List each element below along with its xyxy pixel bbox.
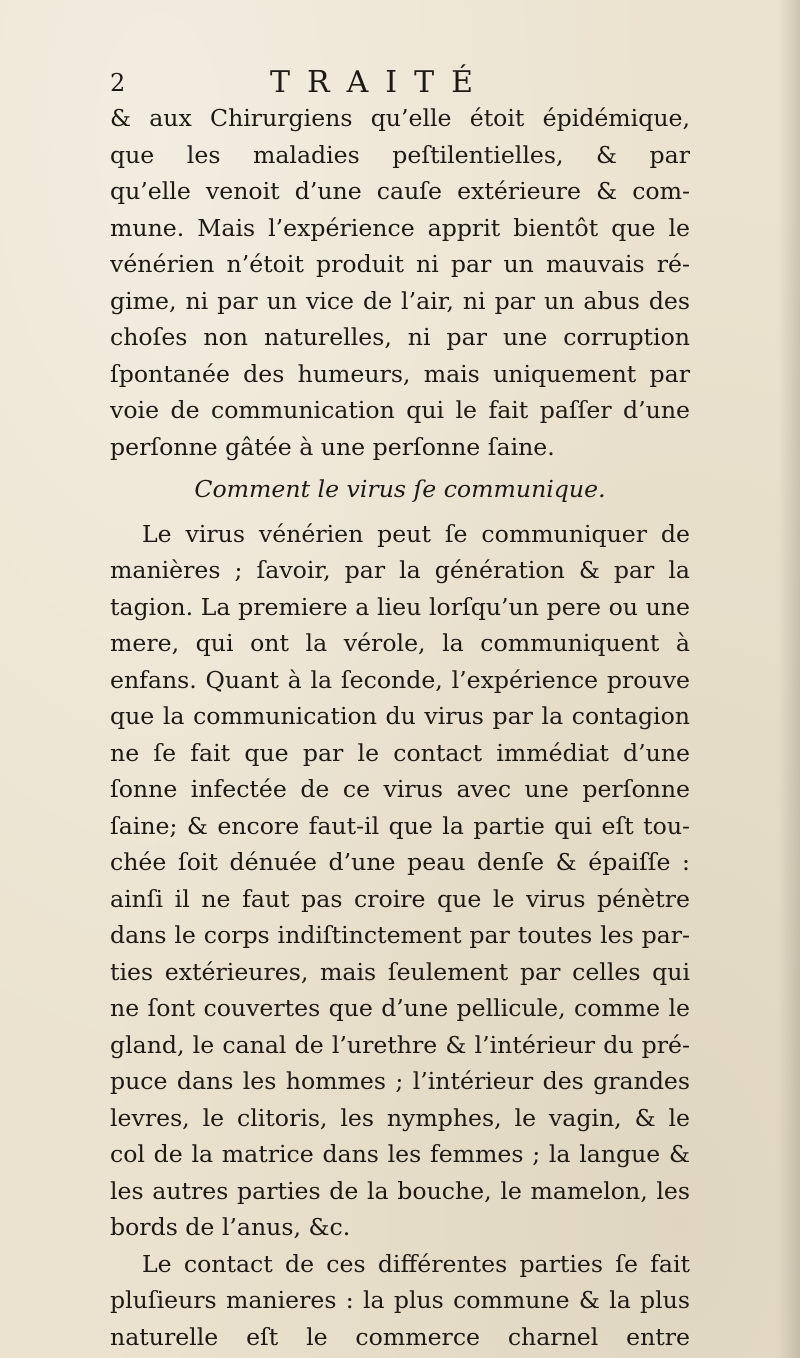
- text-line: que les maladies peſtilentielles, & par: [110, 140, 690, 169]
- text-line: perſonne gâtée à une perſonne ſaine.: [110, 432, 555, 461]
- text-line: voie de communication qui le fait paſſer d’une: [110, 396, 690, 424]
- text-line: enfans. Quant à la ſeconde, l’expérience prouve: [110, 665, 690, 694]
- page-number: 2: [110, 69, 126, 97]
- page-edge-shadow: [778, 0, 800, 1358]
- text-line: pluſieurs manieres : la plus commune & la plus: [110, 1286, 690, 1314]
- text-line: ſpontanée des humeurs, mais uniquement par: [110, 359, 690, 388]
- text-line: ne ſe fait que par le contact immédiat d’une: [110, 738, 690, 767]
- text-line: gime, ni par un vice de l’air, ni par un abus des: [110, 286, 690, 315]
- text-line: ſonne infectée de ce virus avec une perſonne: [110, 775, 690, 803]
- text-line: col de la matrice dans les femmes ; la langue &: [110, 1140, 690, 1168]
- main-text: [110, 100, 690, 1358]
- text-line: ſaine; & encore faut-il que la partie qui eſt tou-: [110, 811, 690, 840]
- text-line: bords de l’anus, &c.: [110, 1213, 351, 1241]
- text-line: vénérien n’étoit produit ni par un mauvais ré-: [110, 250, 690, 278]
- text-line: naturelle eſt le commerce charnel entre: [110, 1322, 690, 1351]
- text-line: & aux Chirurgiens qu’elle étoit épidémique,: [110, 104, 690, 132]
- text-line: choſes non naturelles, ni par une corruption: [110, 323, 690, 351]
- text-line: gland, le canal de l’urethre & l’intérieur du pré-: [110, 1030, 690, 1059]
- text-line: levres, le clitoris, les nymphes, le vagin, & le: [110, 1103, 690, 1132]
- text-line: les autres parties de la bouche, le mamelon, les: [110, 1176, 690, 1205]
- text-line: Le contact de ces différentes parties ſe fait: [142, 1249, 690, 1278]
- text-line: ties extérieures, mais ſeulement par celles qui: [110, 957, 690, 986]
- text-line: chée ſoit dénuée d’une peau denſe & épaiſſe :: [110, 848, 690, 876]
- text-line: tagion. La premiere a lieu lorſqu’un pere ou une: [110, 592, 690, 621]
- text-line: dans le corps indiſtinctement par toutes les par-: [110, 921, 690, 949]
- text-line: ainſi il ne faut pas croire que le virus pénètre: [110, 884, 690, 913]
- text-line: Le virus vénérien peut ſe communiquer de: [142, 519, 690, 548]
- section-subheading: Comment le virus ſe communique.: [194, 475, 606, 503]
- text-line: mune. Mais l’expérience apprit bientôt que le: [110, 213, 690, 242]
- text-line: manières ; ſavoir, par la génération & par la: [110, 556, 690, 584]
- text-line: qu’elle venoit d’une cauſe extérieure & com-: [110, 177, 690, 205]
- text-line: puce dans les hommes ; l’intérieur des grandes: [110, 1067, 690, 1095]
- text-line: mere, qui ont la vérole, la communiquent à: [110, 629, 690, 657]
- text-line: ne ſont couvertes que d’une pellicule, comme le: [110, 994, 690, 1022]
- text-line: que la communication du virus par la contagion: [110, 702, 690, 730]
- running-title: TRAITÉ: [270, 65, 491, 100]
